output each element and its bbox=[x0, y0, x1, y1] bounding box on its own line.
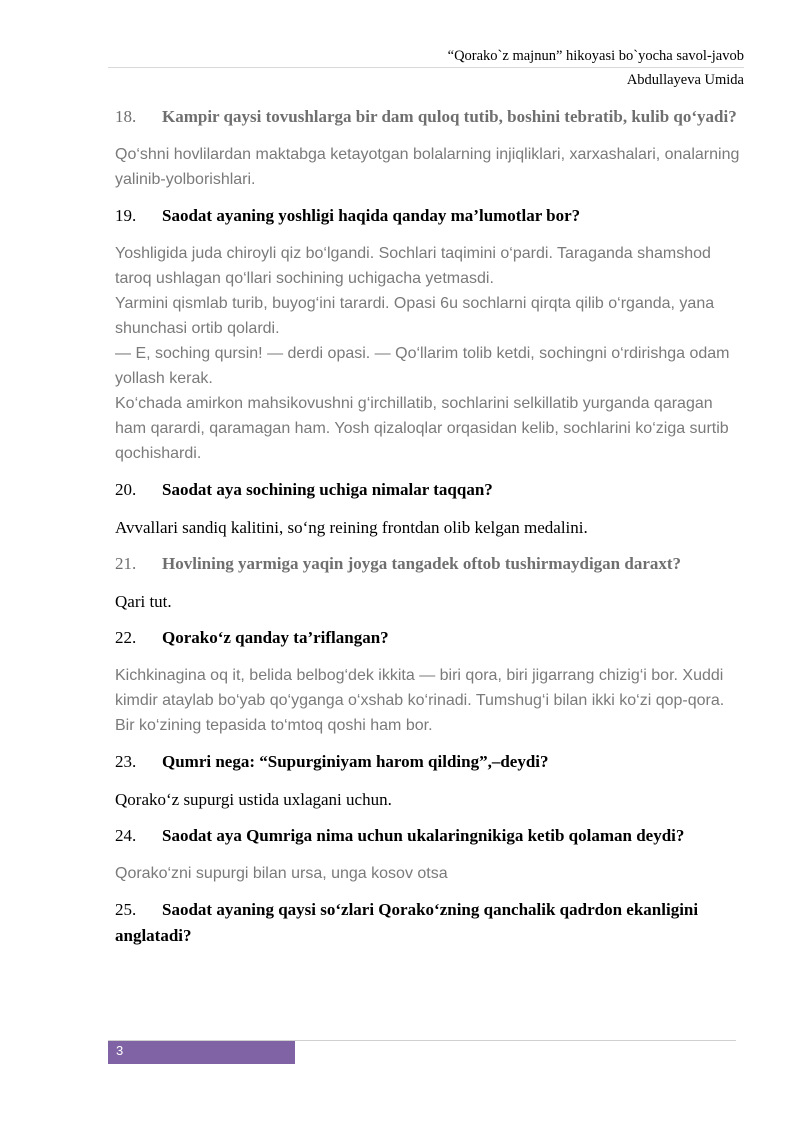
answer-21 bbox=[115, 589, 740, 614]
question-text: Hovlining yarmiga yaqin joyga tangadek oftob tushirmaydigan daraxt? bbox=[162, 554, 682, 573]
answer-19 bbox=[115, 241, 740, 466]
page-header bbox=[448, 44, 744, 92]
answer-line: — E, soching qursin! — derdi opasi. — Qo‘llarim tolib ketdi, sochingni o‘rdirishga odam yollash kerak. bbox=[115, 345, 730, 387]
answer-line: Kichkinagina oq it, belida belbog‘dek ikkita — biri qora, biri jigarrang chizig‘i bor. Xuddi kimdir ataylab bo‘yab qo‘yganga o‘xshab ko‘rinadi. Tumshug‘i bilan ikki ko‘zi qop-qora. Bir ko‘zining tepasida to‘mtoq qoshi ham bor. bbox=[115, 667, 725, 734]
question-19: 19. Saodat ayaning yoshligi haqida qanday ma’lumotlar bor? bbox=[115, 206, 581, 225]
answer-line: Qo‘shni hovlilardan maktabga ketayotgan bolalarning injiqliklari, xarxashalari, onalarning yalinib-yolborishlari. bbox=[115, 146, 740, 188]
question-text: Saodat ayaning yoshligi haqida qanday ma’lumotlar bor? bbox=[162, 206, 581, 225]
question-text: Saodat aya sochining uchiga nimalar taqqan? bbox=[162, 480, 493, 499]
answer-line: Yarmini qismlab turib, buyog‘ini tarardi. Opasi 6u sochlarni qirqta qilib o‘rganda, yana shunchasi ortib qolardi. bbox=[115, 295, 715, 337]
question-22: 22. Qorako‘z qanday ta’riflangan? bbox=[115, 628, 389, 647]
question-text: Saodat aya Qumriga nima uchun ukalaringnikiga ketib qolaman deydi? bbox=[162, 826, 685, 845]
question-23: 23. Qumri nega: “Supurginiyam harom qilding”,–deydi? bbox=[115, 752, 549, 771]
question-text: Qumri nega: “Supurginiyam harom qilding”,–deydi? bbox=[162, 752, 549, 771]
question-text: Kampir qaysi tovushlarga bir dam quloq tutib, boshini tebratib, kulib qo‘yadi? bbox=[162, 107, 737, 126]
answer-20 bbox=[115, 515, 740, 540]
answer-line: Ko‘chada amirkon mahsikovushni g‘irchillatib, sochlarini selkillatib yurganda qaragan ham qarardi, qaramagan ham. Yosh qizaloqlar orqasidan kelib, sochlarini ko‘ziga surtib qochishardi. bbox=[115, 395, 729, 462]
header-divider bbox=[108, 67, 744, 68]
answer-line: Qorako‘zni supurgi bilan ursa, unga kosov otsa bbox=[115, 865, 448, 882]
document-body bbox=[115, 104, 740, 961]
question-18: 18. Kampir qaysi tovushlarga bir dam quloq tutib, boshini tebratib, kulib qo‘yadi? bbox=[115, 107, 737, 126]
answer-22 bbox=[115, 663, 740, 738]
header-author: Abdullayeva Umida bbox=[626, 72, 744, 88]
question-25: 25. Saodat ayaning qaysi so‘zlari Qorako‘zning qanchalik qadrdon ekanligini anglatadi? bbox=[115, 900, 699, 945]
question-text: Qorako‘z qanday ta’riflangan? bbox=[162, 628, 389, 647]
question-21: 21. Hovlining yarmiga yaqin joyga tangadek oftob tushirmaydigan daraxt? bbox=[115, 554, 682, 573]
answer-line: Qorako‘z supurgi ustida uxlagani uchun. bbox=[115, 790, 392, 809]
question-text: Saodat ayaning qaysi so‘zlari Qorako‘zning qanchalik qadrdon ekanligini anglatadi? bbox=[115, 900, 699, 945]
page-number: 3 bbox=[116, 1043, 124, 1058]
answer-23 bbox=[115, 787, 740, 812]
answer-line: Avvallari sandiq kalitini, so‘ng reining frontdan olib kelgan medalini. bbox=[115, 518, 588, 537]
answer-24 bbox=[115, 861, 740, 886]
answer-line: Qari tut. bbox=[115, 592, 172, 611]
answer-line: Yoshligida juda chiroyli qiz bo‘lgandi. Sochlari taqimini o‘pardi. Taraganda shamshod taroq ushlagan qo‘llari sochining uchigacha yetmasdi. bbox=[115, 245, 711, 287]
answer-18 bbox=[115, 142, 740, 192]
question-20: 20. Saodat aya sochining uchiga nimalar taqqan? bbox=[115, 480, 493, 499]
header-title: “Qorako`z majnun” hikoyasi bo`yocha savol-javob bbox=[447, 48, 744, 64]
page-number-box bbox=[108, 1041, 295, 1064]
question-24: 24. Saodat aya Qumriga nima uchun ukalaringnikiga ketib qolaman deydi? bbox=[115, 826, 685, 845]
